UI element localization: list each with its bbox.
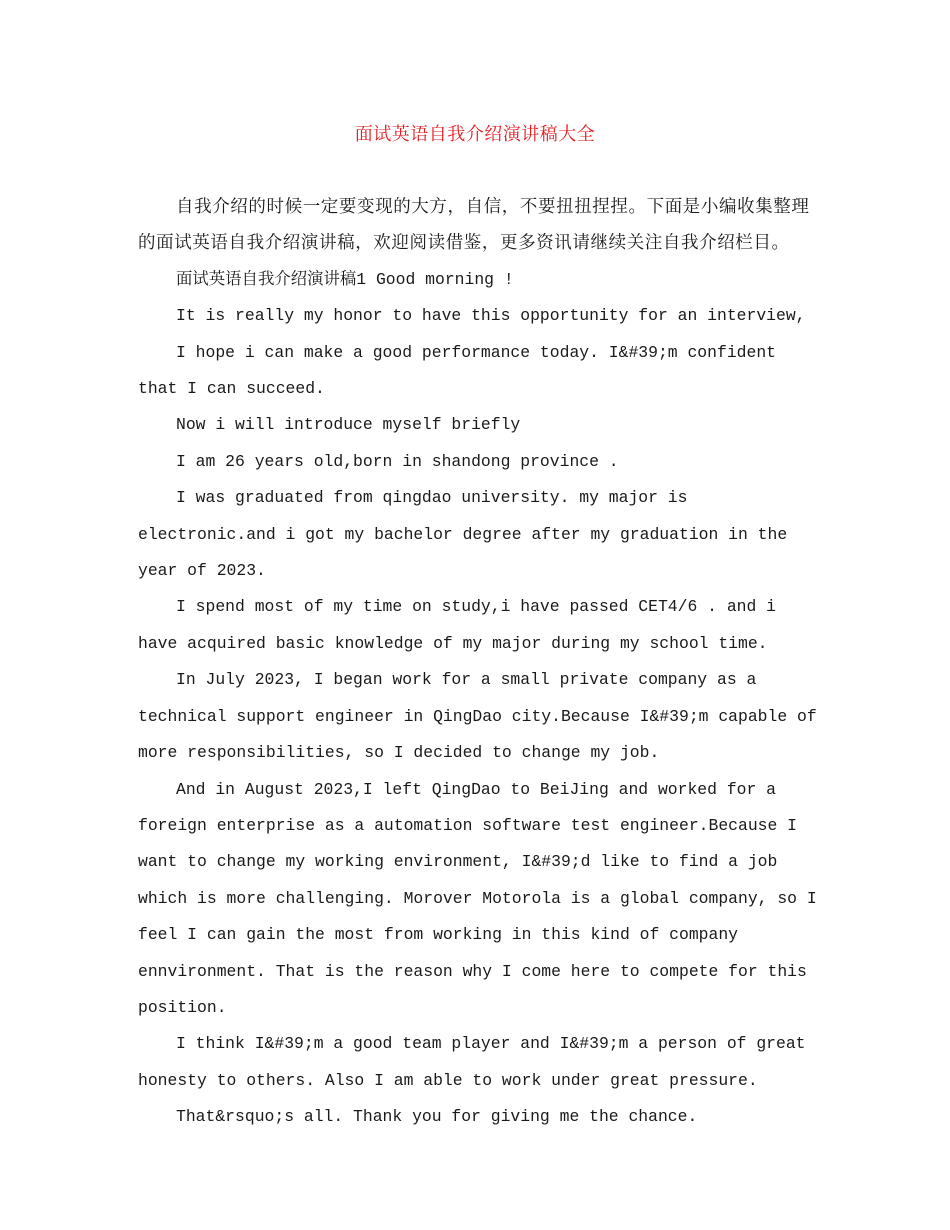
body-paragraph: In July 2023, I began work for a small private company as a technical support engineer in QingDao city.Because I&#39;m capable of more responsibilities, so I decided to change my job. (138, 670, 817, 763)
body-paragraph: It is really my honor to have this opportunity for an interview, (176, 306, 806, 326)
closing-paragraph: That&rsquo;s all. Thank you for giving me the chance. (176, 1107, 698, 1127)
body-paragraph: I think I&#39;m a good team player and I&#39;m a person of great honesty to others. Also I am able to work under great pressure. (138, 1034, 806, 1090)
body-paragraph: I am 26 years old,born in shandong province . (176, 451, 619, 471)
document-title: 面试英语自我介绍演讲稿大全 (354, 124, 596, 145)
body-paragraph: I was graduated from qingdao university. my major is electronic.and i got my bachelor degree after my graduation in the year of 2023. (138, 488, 788, 581)
speech-heading-paragraph: 面试英语自我介绍演讲稿1 Good morning ! (176, 269, 514, 289)
document-body (138, 189, 818, 1136)
body-paragraph: I hope i can make a good performance today. I&#39;m confident that I can succeed. (138, 342, 776, 399)
body-paragraph: Now i will introduce myself briefly (176, 415, 521, 435)
intro-paragraph: 自我介绍的时候一定要变现的大方，自信，不要扭扭捏捏。下面是小编收集整理的面试英语自我介绍演讲稿，欢迎阅读借鉴，更多资讯请继续关注自我介绍栏目。 (138, 197, 810, 254)
body-paragraph: And in August 2023,I left QingDao to BeiJing and worked for a foreign enterprise as a automation software test engineer.Because I want to change my working environment, I&#39;d like to find a job which is more challenging. Morover Motorola is a global company, so I feel I can gain the most from working in this kind of company ennvironment. That is the reason why I come here to compete for this position. (138, 779, 817, 1017)
body-paragraph: I spend most of my time on study,i have passed CET4/6 . and i have acquired basic knowledge of my major during my school time. (138, 597, 776, 653)
